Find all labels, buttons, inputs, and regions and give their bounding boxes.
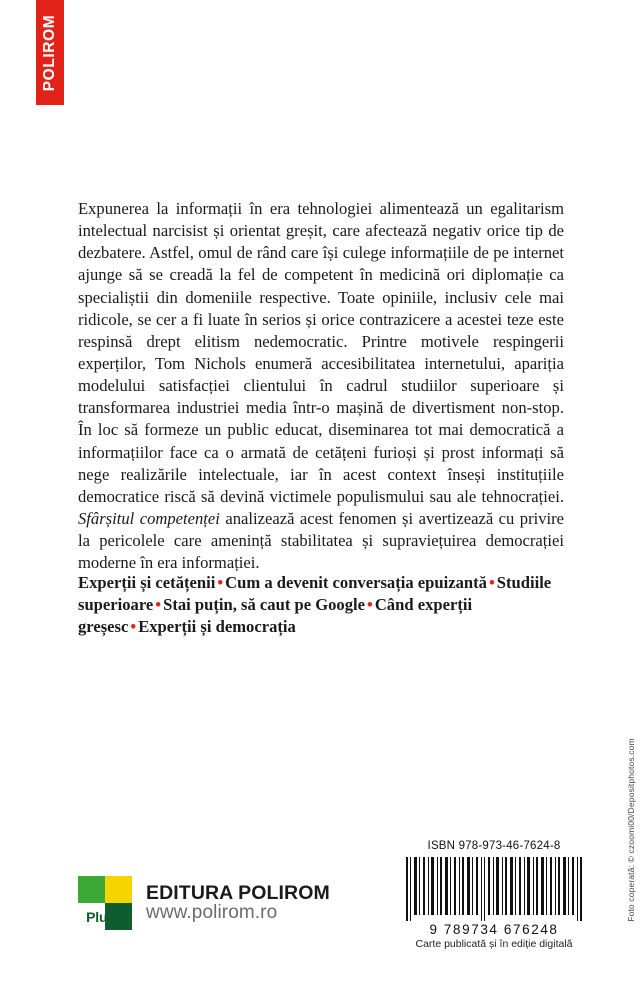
- chapter-separator-bullet: •: [155, 595, 162, 615]
- digital-edition-note: Carte publicată și în ediție digitală: [415, 938, 573, 950]
- chapter-item: Experții și democrația: [138, 617, 296, 637]
- chapter-item: Când experții greșesc: [78, 595, 473, 637]
- blurb-paragraph: [78, 198, 564, 574]
- chapter-separator-bullet: •: [488, 573, 495, 592]
- photo-credit: [624, 700, 638, 960]
- chapter-item: Stai puțin, să caut pe Google: [163, 595, 366, 615]
- publisher-tab-label: POLIROM: [41, 14, 58, 91]
- publisher-brand: EDITURA POLIROM: [146, 881, 330, 904]
- publisher-logo-block: [78, 876, 330, 930]
- chapter-list: [78, 572, 570, 639]
- chapter-item: Experții și cetățenii: [78, 573, 216, 592]
- blurb-paragraph-end: analizează acest fenomen și avertizează cu privire la pericolele care amenință stabilitatea și supraviețuirea democrației moderne în era informației.: [78, 508, 565, 573]
- chapter-separator-bullet: •: [130, 617, 137, 637]
- blurb-text: [78, 198, 564, 574]
- chapter-separator-bullet: •: [217, 573, 224, 592]
- publisher-url[interactable]: www.polirom.ro: [146, 902, 278, 924]
- book-title-italic: Sfârșitul competenței: [78, 508, 220, 528]
- barcode-icon: [406, 857, 582, 921]
- publisher-tab: [36, 0, 64, 105]
- chapter-item: Cum a devenit conversația epuizantă: [225, 573, 487, 592]
- chapter-separator-bullet: •: [367, 595, 373, 615]
- isbn-label: ISBN 978-973-46-7624-8: [427, 840, 561, 852]
- logo-square-green: [78, 876, 105, 903]
- blurb-paragraph-start: Expunerea la informații în era tehnologiei alimentează un egalitarism intelectual narcisist și orientat greșit, care afectează negativ orice tip de dezbatere. Astfel, omul de rând care își culege informațiile de pe internet ajunge să se creadă la fel de competent în medicină ori diplomație ca specialiștii din domeniile respective. Toate opiniile, inclusiv cele mai ridicole, se cer a fi luate în serios și orice contrazicere a acestei teze este respinsă drept elitism nedemocratic. Printre motivele respingerii experților, Tom Nichols enumeră accesibilitatea internetului, apariția modelului satisfacției clientului în cadrul studiilor superioare și transformarea industriei media într-o mașină de divertisment non-stop. În loc să formeze un public educat, diseminarea tot mai democratică a informațiilor face ca o armată de cetățeni furioși și prost informați să nege realizările intelectuale, iar în acest context înseși instituțiile democratice riscă să devină victimele populismului sau ale tehnocrației.: [78, 199, 564, 506]
- logo-square-yellow: [105, 876, 132, 903]
- photo-credit-label: Foto coperată: © czoomi00/Depositphotos.com: [626, 738, 636, 922]
- publisher-name-block: [146, 883, 330, 924]
- plural-logo-icon: [78, 876, 132, 930]
- plural-logo-label: Plural: [86, 908, 124, 925]
- isbn-block: [404, 840, 584, 937]
- barcode-digits: 9 789734 676248: [429, 922, 559, 937]
- chapter-item: Studiile superioare: [78, 573, 552, 615]
